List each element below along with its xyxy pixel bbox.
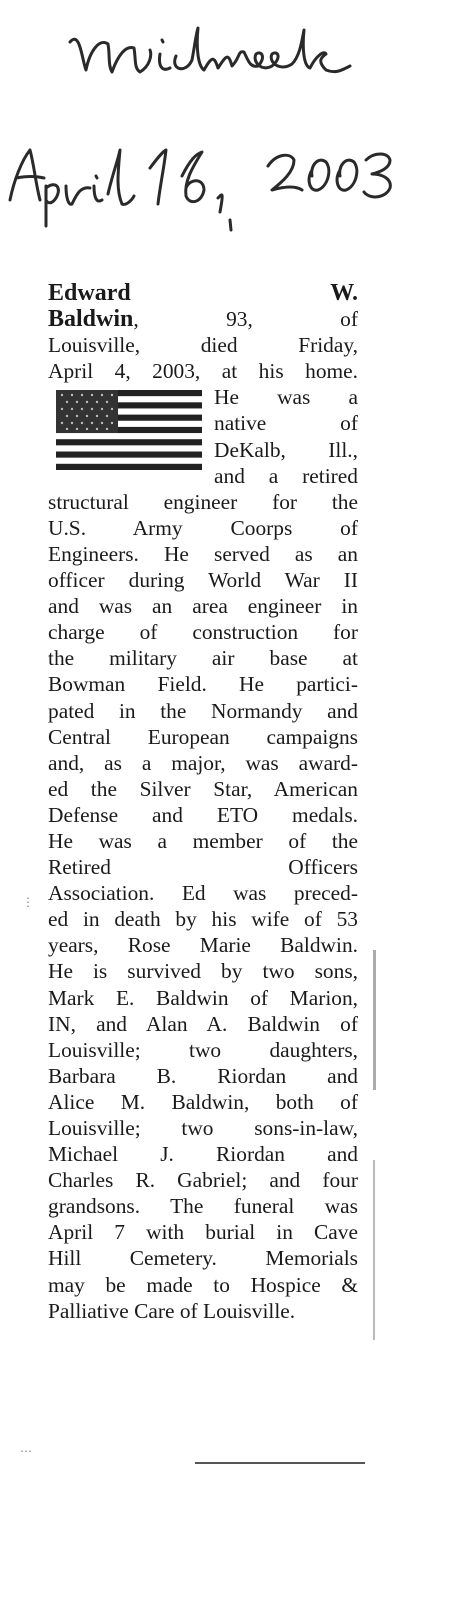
body-line: Mark E. Baldwin of Marion,: [48, 985, 358, 1010]
obituary-clipping: [48, 280, 358, 1324]
headline-line: [48, 280, 358, 306]
body-line: He was a member of the: [48, 828, 358, 853]
clipping-edge-mark: [373, 950, 376, 1090]
body-line: IN, and Alan A. Baldwin of: [48, 1011, 358, 1036]
flag-line-1: He was a: [214, 385, 358, 410]
body-line: Engineers. He served as an: [48, 541, 358, 566]
body-line: officer during World War II: [48, 568, 358, 593]
body-line: April 7 with burial in Cave: [48, 1220, 358, 1245]
name-last: Baldwin: [48, 306, 134, 333]
line-2: Louisville, died Friday,: [48, 333, 358, 358]
scan-speck: ⋯: [20, 1444, 32, 1458]
body-line: Louisville; two sons-in-law,: [48, 1116, 358, 1141]
line-1: [48, 306, 358, 332]
handwritten-publication-name: [0, 0, 460, 240]
body-line: Central European campaigns: [48, 724, 358, 749]
body-line: He is survived by two sons,: [48, 959, 358, 984]
body-line: Association. Ed was preced-: [48, 881, 358, 906]
body-line: Alice M. Baldwin, both of: [48, 1089, 358, 1114]
flag-side-text: [214, 384, 358, 488]
flag-line-2: native of: [214, 411, 358, 436]
body-line: Louisville; two daughters,: [48, 1037, 358, 1062]
body-line: Barbara B. Riordan and: [48, 1063, 358, 1088]
body-line: and was an area engineer in: [48, 594, 358, 619]
body-line: Michael J. Riordan and: [48, 1142, 358, 1167]
flag-line-4: and a retired: [214, 463, 358, 488]
body-line: grandsons. The funeral was: [48, 1194, 358, 1219]
body-line: pated in the Normandy and: [48, 698, 358, 723]
body-line: ed in death by his wife of 53: [48, 907, 358, 932]
flag-row: [48, 384, 358, 488]
line-3: April 4, 2003, at his home.: [48, 359, 358, 384]
body-line: Bowman Field. He partici-: [48, 672, 358, 697]
body-line: Defense and ETO medals.: [48, 802, 358, 827]
us-flag-icon: [56, 390, 202, 470]
body-line: Retired Officers: [48, 855, 358, 880]
name-first: Edward: [48, 280, 131, 306]
body-line: and, as a major, was award-: [48, 750, 358, 775]
body-line: may be made to Hospice &: [48, 1272, 358, 1297]
name-middle: W.: [330, 280, 358, 306]
clipping-bottom-edge: [195, 1462, 365, 1464]
body-line: Hill Cemetery. Memorials: [48, 1246, 358, 1271]
body-line: charge of construction for: [48, 620, 358, 645]
body-line: years, Rose Marie Baldwin.: [48, 933, 358, 958]
body-line: the military air base at: [48, 646, 358, 671]
body-line: Palliative Care of Louisville.: [48, 1298, 296, 1323]
flag-line-3: DeKalb, Ill.,: [214, 437, 358, 462]
body-line: structural engineer for the: [48, 489, 358, 514]
scan-speck: ⋮: [22, 895, 34, 909]
clipping-edge-mark: [373, 1160, 375, 1340]
body-line: ed the Silver Star, American: [48, 776, 358, 801]
body-line: Charles R. Gabriel; and four: [48, 1168, 358, 1193]
age-line: , 93, of: [133, 307, 358, 332]
obituary-body: [48, 489, 358, 1324]
body-line: U.S. Army Coorps of: [48, 515, 358, 540]
